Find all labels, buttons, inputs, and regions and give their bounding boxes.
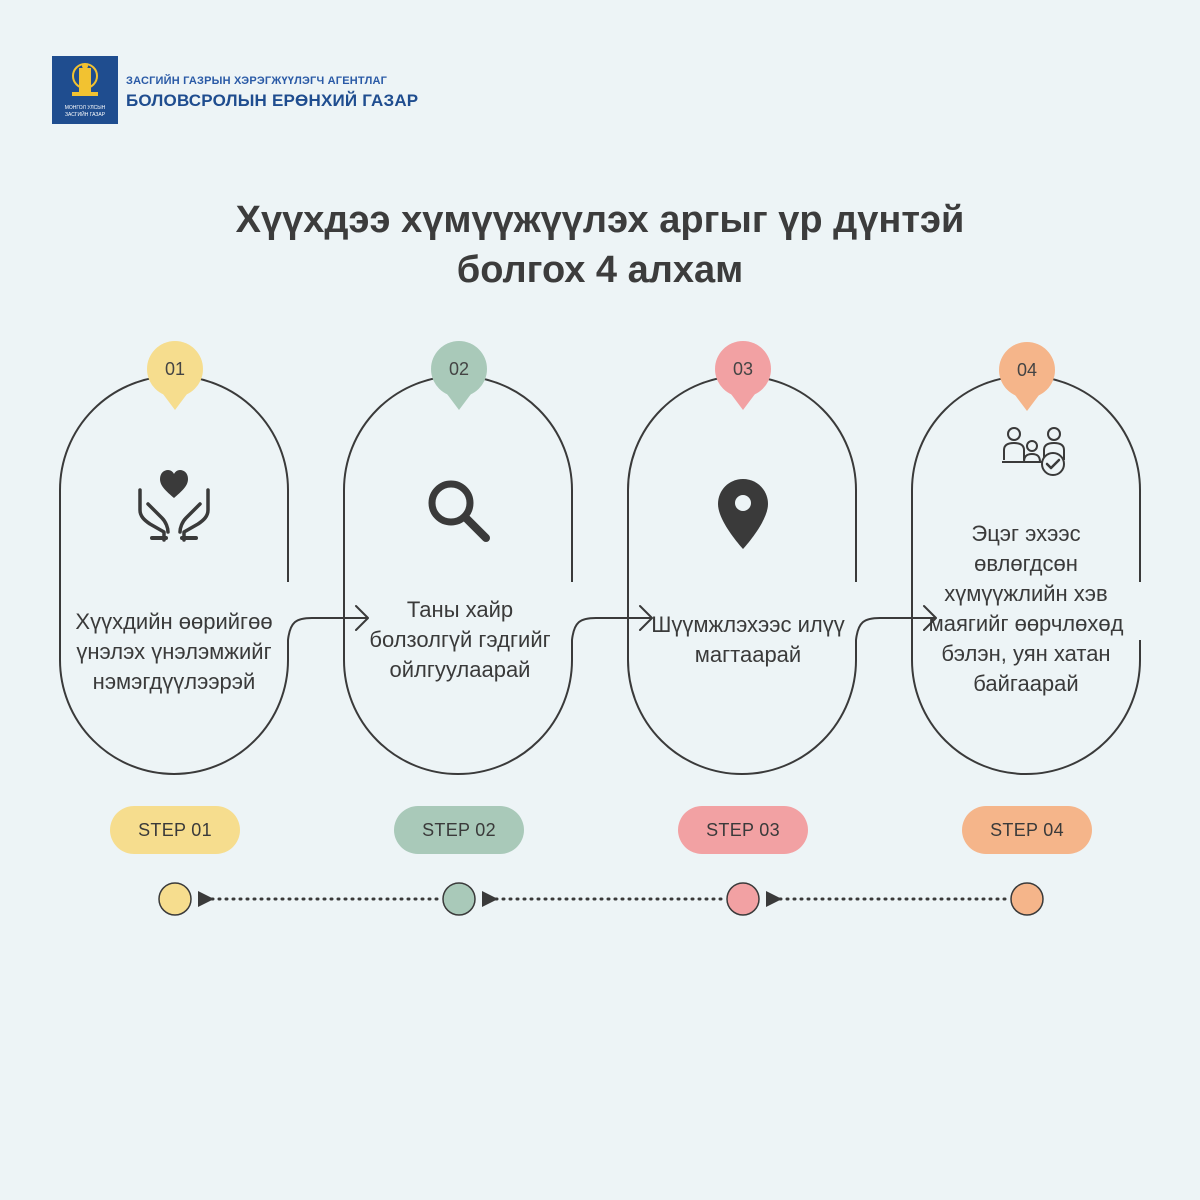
step-1-number: 01 (164, 359, 186, 379)
org-name: БОЛОВСРОЛЫН ЕРӨНХИЙ ГАЗАР (126, 91, 419, 110)
progress-timeline (159, 883, 1043, 915)
step-3-pill: STEP 03 (678, 806, 808, 854)
step-1-pill: STEP 01 (110, 806, 240, 854)
step-4-number: 04 (1016, 360, 1038, 380)
connector-arrow-2-3 (572, 606, 652, 640)
location-pin-icon (716, 477, 770, 556)
step-2-outline (344, 376, 572, 774)
timeline-dot-4 (1011, 883, 1043, 915)
org-subtitle: ЗАСГИЙН ГАЗРЫН ХЭРЭГЖҮҮЛЭГЧ АГЕНТЛАГ (126, 75, 388, 87)
timeline-dot-2 (443, 883, 475, 915)
step-4-description: Эцэг эхээс өвлөгдсөн хүмүүжлийн хэв маягийг өөрчлөхөд бэлэн, уян хатан байгаарай (928, 521, 1124, 696)
step-4-pill: STEP 04 (962, 806, 1092, 854)
page-title: Хүүхдээ хүмүүжүүлэх аргыг үр дүнтэй болгох 4 алхам (235, 199, 965, 291)
timeline-dot-1 (159, 883, 191, 915)
connector-arrow-3-4 (856, 606, 936, 640)
timeline-arrowhead-3 (766, 891, 782, 907)
emblem-text-line-1: МОНГОЛ УЛСЫН (64, 105, 106, 111)
emblem-text-line-2: ЗАСГИЙН ГАЗАР (64, 112, 106, 118)
step-3-number: 03 (732, 359, 754, 379)
step-2-number: 02 (448, 359, 470, 379)
family-check-icon (1000, 424, 1070, 483)
connector-arrow-1-2 (288, 606, 368, 640)
step-3-description: Шүүмжлэхээс илүү магтаарай (651, 612, 845, 667)
timeline-dot-3 (727, 883, 759, 915)
step-2-description: Таны хайр болзолгүй гэдгийг ойлгуулаарай (369, 597, 551, 682)
timeline-arrowhead-2 (482, 891, 498, 907)
step-3-outline (628, 376, 856, 774)
step-2-pill: STEP 02 (394, 806, 524, 854)
hands-heart-icon (136, 458, 212, 547)
step-1-description: Хүүхдийн өөрийгөө үнэлэх үнэлэмжийг нэмэгдүүлээрэй (75, 609, 273, 694)
timeline-arrowhead-1 (198, 891, 214, 907)
search-icon (425, 477, 493, 550)
